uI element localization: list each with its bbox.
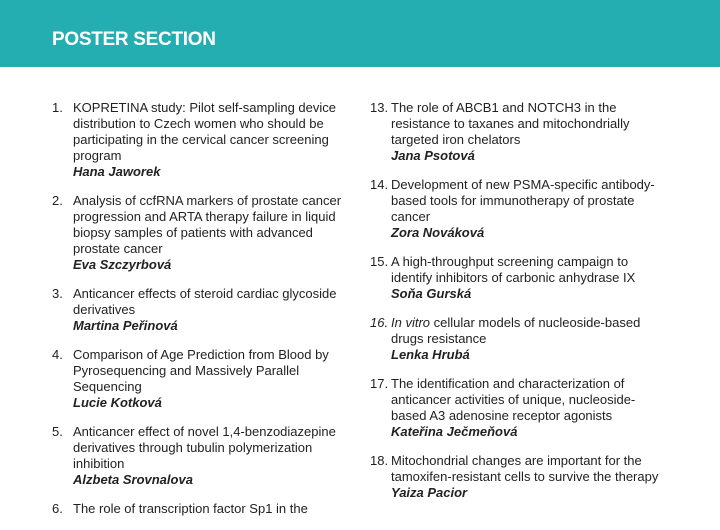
poster-title: Anticancer effects of steroid cardiac glycoside derivatives: [73, 286, 337, 317]
poster-author: Lenka Hrubá: [391, 347, 470, 362]
poster-number: 18.: [370, 453, 389, 468]
poster-author: Zora Nováková: [391, 225, 485, 240]
poster-title: A high-throughput screening campaign to identify inhibitors of carbonic anhydrase IX: [391, 254, 636, 285]
section-header: [0, 0, 720, 67]
poster-title: [391, 315, 670, 347]
poster-author: Martina Peřinová: [73, 318, 178, 333]
poster-number: 13.: [370, 100, 389, 115]
poster-item: [52, 424, 352, 488]
poster-number: 15.: [370, 254, 389, 269]
poster-title: Anticancer effect of novel 1,4-benzodiazepine derivatives through tubulin polymerization inhibition: [73, 424, 336, 471]
poster-title-italic: In vitro: [391, 315, 431, 330]
poster-item: [370, 254, 670, 302]
poster-author: Hana Jaworek: [73, 164, 161, 179]
poster-number: 4.: [52, 347, 63, 362]
poster-number: 2.: [52, 193, 63, 208]
poster-title: Mitochondrial changes are important for the tamoxifen-resistant cells to survive the therapy: [391, 453, 659, 484]
poster-item: [52, 501, 352, 517]
poster-item: [52, 193, 352, 273]
poster-number: 14.: [370, 177, 389, 192]
section-title: POSTER SECTION: [52, 29, 216, 50]
poster-title: Development of new PSMA-specific antibody-based tools for immunotherapy of prostate cancer: [391, 177, 655, 224]
poster-author: Eva Szczyrbová: [73, 257, 172, 272]
poster-item: [52, 286, 352, 334]
poster-author: Yaiza Pacior: [391, 485, 468, 500]
poster-title: The identification and characterization of anticancer activities of unique, nucleoside-based A3 adenosine receptor agonists: [391, 376, 636, 423]
poster-item: [370, 453, 670, 501]
poster-number: 5.: [52, 424, 63, 439]
poster-title: Comparison of Age Prediction from Blood by Pyrosequencing and Massively Parallel Sequencing: [73, 347, 329, 394]
poster-list-left: [52, 100, 352, 530]
poster-number: 1.: [52, 100, 63, 115]
poster-author: Kateřina Ječmeňová: [391, 424, 518, 439]
poster-list-right: [370, 100, 670, 514]
poster-number: 16.: [370, 315, 389, 330]
poster-author: Jana Psotová: [391, 148, 475, 163]
poster-item: [370, 177, 670, 241]
poster-item: [52, 100, 352, 180]
poster-title-rest: cellular models of nucleoside-based drugs resistance: [391, 315, 641, 346]
poster-author: Soňa Gurská: [391, 286, 472, 301]
poster-title: KOPRETINA study: Pilot self-sampling device distribution to Czech women who should be participating in the cervical cancer screening program: [73, 100, 336, 163]
poster-title: The role of transcription factor Sp1 in the: [73, 501, 308, 516]
poster-item: [370, 100, 670, 164]
poster-number: 17.: [370, 376, 389, 391]
poster-author: Alzbeta Srovnalova: [73, 472, 193, 487]
poster-number: 6.: [52, 501, 63, 516]
poster-title: The role of ABCB1 and NOTCH3 in the resistance to taxanes and mitochondrially targeted iron chelators: [391, 100, 630, 147]
poster-author: Lucie Kotková: [73, 395, 162, 410]
poster-number: 3.: [52, 286, 63, 301]
poster-item: [370, 376, 670, 440]
poster-item: [52, 347, 352, 411]
poster-item: [370, 315, 670, 363]
poster-title: Analysis of ccfRNA markers of prostate cancer progression and ARTA therapy failure in liquid biopsy samples of patients with advanced prostate cancer: [73, 193, 342, 256]
